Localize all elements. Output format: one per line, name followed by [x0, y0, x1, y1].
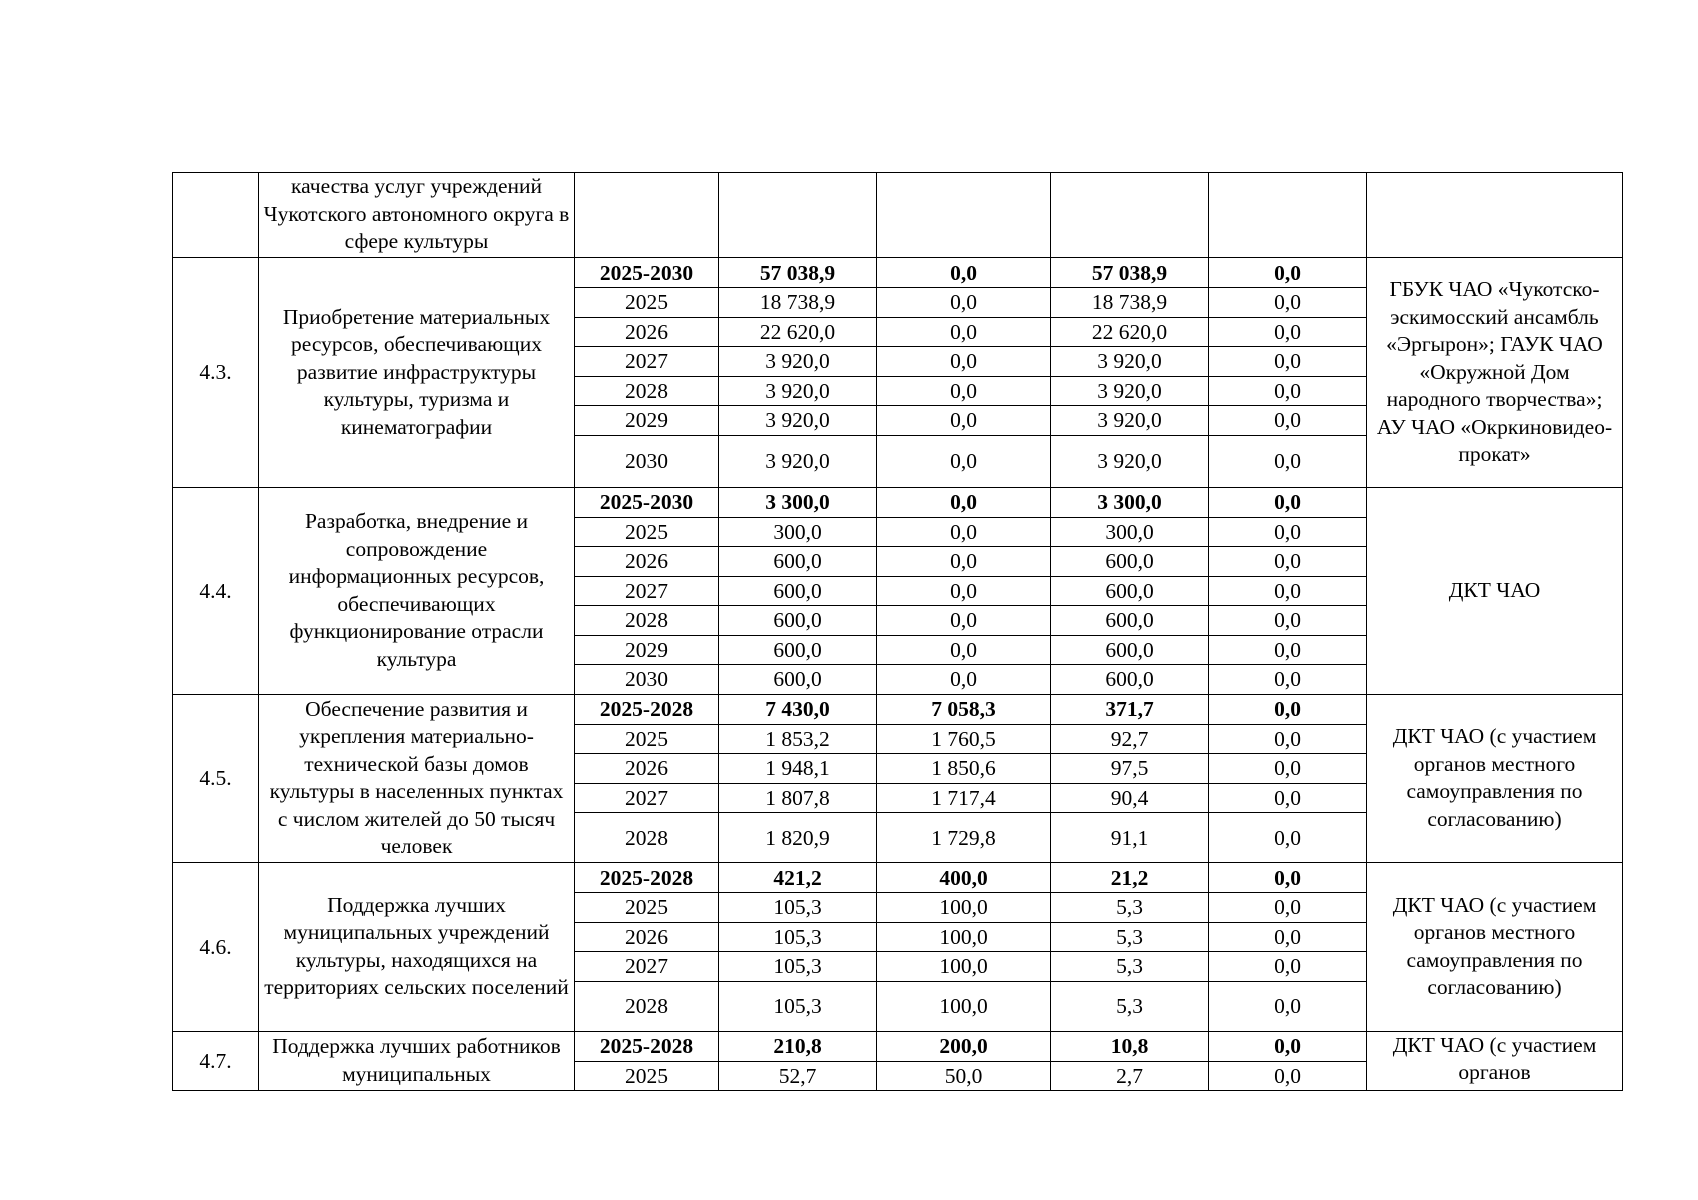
empty-cell — [1209, 173, 1367, 258]
period-cell: 2025-2028 — [575, 863, 719, 893]
executor-cell: ДКТ ЧАО — [1367, 487, 1623, 694]
other-sources-cell: 0,0 — [1209, 1031, 1367, 1061]
other-sources-cell: 0,0 — [1209, 517, 1367, 547]
federal-budget-cell: 1 760,5 — [877, 724, 1051, 754]
regional-budget-cell: 3 920,0 — [1051, 435, 1209, 487]
federal-budget-cell: 100,0 — [877, 922, 1051, 952]
total-cell: 600,0 — [719, 606, 877, 636]
total-cell: 105,3 — [719, 952, 877, 982]
other-sources-cell: 0,0 — [1209, 606, 1367, 636]
budget-table — [172, 172, 1623, 1091]
federal-budget-cell: 0,0 — [877, 487, 1051, 517]
other-sources-cell: 0,0 — [1209, 783, 1367, 813]
item-number-cell: 4.5. — [173, 694, 259, 863]
item-name-cell: Приобретение материальных ресурсов, обеспечивающих развитие инфраструктуры культуры, туризма и кинематографии — [259, 258, 575, 488]
total-cell: 421,2 — [719, 863, 877, 893]
total-cell: 1 853,2 — [719, 724, 877, 754]
period-cell: 2030 — [575, 665, 719, 695]
total-cell: 57 038,9 — [719, 258, 877, 288]
period-cell: 2025-2028 — [575, 694, 719, 724]
total-cell: 1 807,8 — [719, 783, 877, 813]
period-cell: 2027 — [575, 783, 719, 813]
regional-budget-cell: 21,2 — [1051, 863, 1209, 893]
total-cell: 600,0 — [719, 635, 877, 665]
other-sources-cell: 0,0 — [1209, 258, 1367, 288]
period-cell: 2027 — [575, 347, 719, 377]
period-cell: 2029 — [575, 406, 719, 436]
total-cell: 300,0 — [719, 517, 877, 547]
federal-budget-cell: 50,0 — [877, 1061, 1051, 1091]
total-cell: 600,0 — [719, 576, 877, 606]
federal-budget-cell: 400,0 — [877, 863, 1051, 893]
regional-budget-cell: 300,0 — [1051, 517, 1209, 547]
other-sources-cell: 0,0 — [1209, 724, 1367, 754]
total-cell: 1 820,9 — [719, 813, 877, 863]
regional-budget-cell: 5,3 — [1051, 952, 1209, 982]
regional-budget-cell: 22 620,0 — [1051, 317, 1209, 347]
regional-budget-cell: 57 038,9 — [1051, 258, 1209, 288]
federal-budget-cell: 0,0 — [877, 547, 1051, 577]
item-number-cell: 4.6. — [173, 863, 259, 1032]
period-cell: 2028 — [575, 606, 719, 636]
empty-cell — [719, 173, 877, 258]
continuation-row — [173, 173, 1623, 258]
period-cell: 2029 — [575, 635, 719, 665]
total-cell: 3 920,0 — [719, 435, 877, 487]
other-sources-cell: 0,0 — [1209, 435, 1367, 487]
regional-budget-cell: 5,3 — [1051, 981, 1209, 1031]
period-cell: 2028 — [575, 813, 719, 863]
other-sources-cell: 0,0 — [1209, 922, 1367, 952]
federal-budget-cell: 0,0 — [877, 406, 1051, 436]
regional-budget-cell: 5,3 — [1051, 893, 1209, 923]
total-cell: 3 920,0 — [719, 406, 877, 436]
other-sources-cell: 0,0 — [1209, 665, 1367, 695]
period-cell: 2025-2028 — [575, 1031, 719, 1061]
federal-budget-cell: 0,0 — [877, 665, 1051, 695]
total-cell: 3 920,0 — [719, 347, 877, 377]
regional-budget-cell: 600,0 — [1051, 576, 1209, 606]
other-sources-cell: 0,0 — [1209, 376, 1367, 406]
executor-cell: ДКТ ЧАО (с участием органов местного самоуправления по согласованию) — [1367, 863, 1623, 1032]
federal-budget-cell: 0,0 — [877, 347, 1051, 377]
federal-budget-cell: 0,0 — [877, 258, 1051, 288]
period-cell: 2026 — [575, 547, 719, 577]
federal-budget-cell: 0,0 — [877, 376, 1051, 406]
federal-budget-cell: 1 729,8 — [877, 813, 1051, 863]
federal-budget-cell: 0,0 — [877, 288, 1051, 318]
table-body — [173, 173, 1623, 1091]
total-cell: 105,3 — [719, 893, 877, 923]
table-row-total — [173, 694, 1623, 724]
other-sources-cell: 0,0 — [1209, 576, 1367, 606]
other-sources-cell: 0,0 — [1209, 317, 1367, 347]
other-sources-cell: 0,0 — [1209, 635, 1367, 665]
total-cell: 7 430,0 — [719, 694, 877, 724]
period-cell: 2025-2030 — [575, 487, 719, 517]
federal-budget-cell: 0,0 — [877, 517, 1051, 547]
table-row-total — [173, 258, 1623, 288]
item-name-cell: Поддержка лучших муниципальных учреждений культуры, находящихся на территориях сельских поселений — [259, 863, 575, 1032]
period-cell: 2028 — [575, 981, 719, 1031]
regional-budget-cell: 3 920,0 — [1051, 376, 1209, 406]
federal-budget-cell: 1 717,4 — [877, 783, 1051, 813]
other-sources-cell: 0,0 — [1209, 813, 1367, 863]
federal-budget-cell: 0,0 — [877, 635, 1051, 665]
period-cell: 2025-2030 — [575, 258, 719, 288]
federal-budget-cell: 0,0 — [877, 317, 1051, 347]
other-sources-cell: 0,0 — [1209, 487, 1367, 517]
table-row-total — [173, 487, 1623, 517]
total-cell: 18 738,9 — [719, 288, 877, 318]
total-cell: 105,3 — [719, 922, 877, 952]
other-sources-cell: 0,0 — [1209, 547, 1367, 577]
item-name-cell: Разработка, внедрение и сопровождение информационных ресурсов, обеспечивающих функционирование отрасли культура — [259, 487, 575, 694]
empty-cell — [1367, 173, 1623, 258]
empty-cell — [575, 173, 719, 258]
period-cell: 2025 — [575, 517, 719, 547]
regional-budget-cell: 91,1 — [1051, 813, 1209, 863]
total-cell: 3 920,0 — [719, 376, 877, 406]
regional-budget-cell: 600,0 — [1051, 547, 1209, 577]
other-sources-cell: 0,0 — [1209, 288, 1367, 318]
regional-budget-cell: 90,4 — [1051, 783, 1209, 813]
total-cell: 3 300,0 — [719, 487, 877, 517]
period-cell: 2025 — [575, 288, 719, 318]
empty-cell — [1051, 173, 1209, 258]
table-row-total — [173, 863, 1623, 893]
regional-budget-cell: 97,5 — [1051, 754, 1209, 784]
other-sources-cell: 0,0 — [1209, 981, 1367, 1031]
period-cell: 2027 — [575, 952, 719, 982]
federal-budget-cell: 100,0 — [877, 893, 1051, 923]
total-cell: 210,8 — [719, 1031, 877, 1061]
period-cell: 2025 — [575, 893, 719, 923]
federal-budget-cell: 0,0 — [877, 606, 1051, 636]
other-sources-cell: 0,0 — [1209, 863, 1367, 893]
total-cell: 105,3 — [719, 981, 877, 1031]
continuation-name-cell: качества услуг учреждений Чукотского автономного округа в сфере культуры — [259, 173, 575, 258]
other-sources-cell: 0,0 — [1209, 347, 1367, 377]
item-name-cell: Поддержка лучших работников муниципальных — [259, 1031, 575, 1091]
item-number-cell: 4.7. — [173, 1031, 259, 1091]
item-number-cell: 4.4. — [173, 487, 259, 694]
total-cell: 52,7 — [719, 1061, 877, 1091]
regional-budget-cell: 92,7 — [1051, 724, 1209, 754]
regional-budget-cell: 2,7 — [1051, 1061, 1209, 1091]
federal-budget-cell: 0,0 — [877, 576, 1051, 606]
period-cell: 2028 — [575, 376, 719, 406]
regional-budget-cell: 600,0 — [1051, 606, 1209, 636]
other-sources-cell: 0,0 — [1209, 754, 1367, 784]
total-cell: 600,0 — [719, 665, 877, 695]
regional-budget-cell: 3 920,0 — [1051, 347, 1209, 377]
period-cell: 2030 — [575, 435, 719, 487]
continuation-num-cell — [173, 173, 259, 258]
federal-budget-cell: 1 850,6 — [877, 754, 1051, 784]
period-cell: 2027 — [575, 576, 719, 606]
executor-cell: ДКТ ЧАО (с участием органов местного самоуправления по согласованию) — [1367, 694, 1623, 863]
empty-cell — [877, 173, 1051, 258]
period-cell: 2026 — [575, 922, 719, 952]
other-sources-cell: 0,0 — [1209, 893, 1367, 923]
period-cell: 2026 — [575, 317, 719, 347]
regional-budget-cell: 600,0 — [1051, 665, 1209, 695]
federal-budget-cell: 100,0 — [877, 981, 1051, 1031]
other-sources-cell: 0,0 — [1209, 694, 1367, 724]
regional-budget-cell: 18 738,9 — [1051, 288, 1209, 318]
item-name-cell: Обеспечение развития и укрепления материально-технической базы домов культуры в населенных пунктах с числом жителей до 50 тысяч человек — [259, 694, 575, 863]
total-cell: 22 620,0 — [719, 317, 877, 347]
federal-budget-cell: 7 058,3 — [877, 694, 1051, 724]
other-sources-cell: 0,0 — [1209, 952, 1367, 982]
regional-budget-cell: 3 300,0 — [1051, 487, 1209, 517]
regional-budget-cell: 3 920,0 — [1051, 406, 1209, 436]
federal-budget-cell: 200,0 — [877, 1031, 1051, 1061]
regional-budget-cell: 5,3 — [1051, 922, 1209, 952]
regional-budget-cell: 600,0 — [1051, 635, 1209, 665]
table-row-total — [173, 1031, 1623, 1061]
period-cell: 2026 — [575, 754, 719, 784]
other-sources-cell: 0,0 — [1209, 406, 1367, 436]
other-sources-cell: 0,0 — [1209, 1061, 1367, 1091]
regional-budget-cell: 10,8 — [1051, 1031, 1209, 1061]
item-number-cell: 4.3. — [173, 258, 259, 488]
federal-budget-cell: 100,0 — [877, 952, 1051, 982]
regional-budget-cell: 371,7 — [1051, 694, 1209, 724]
total-cell: 600,0 — [719, 547, 877, 577]
executor-cell: ДКТ ЧАО (с участием органов — [1367, 1031, 1623, 1091]
total-cell: 1 948,1 — [719, 754, 877, 784]
period-cell: 2025 — [575, 724, 719, 754]
period-cell: 2025 — [575, 1061, 719, 1091]
executor-cell: ГБУК ЧАО «Чукотско-эскимосский ансамбль «Эргырон»; ГАУК ЧАО «Окружной Дом народного творчества»; АУ ЧАО «Окркиновидео-прокат» — [1367, 258, 1623, 488]
federal-budget-cell: 0,0 — [877, 435, 1051, 487]
